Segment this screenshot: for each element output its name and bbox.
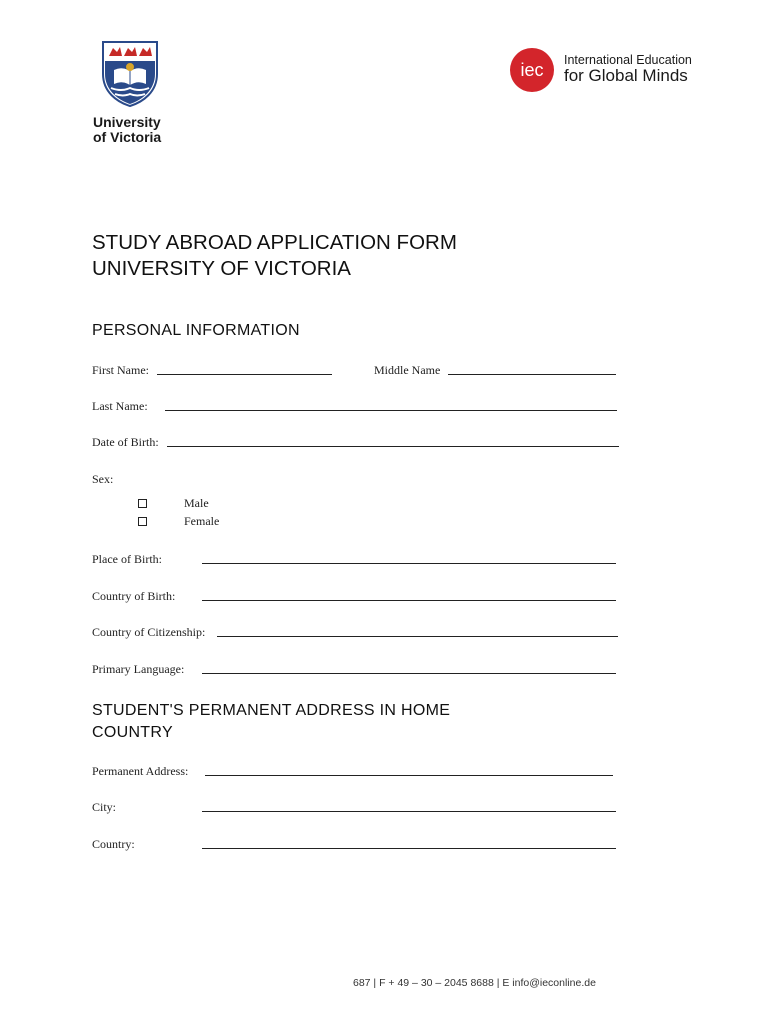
first-name-row [92, 362, 622, 378]
first-name-field[interactable] [157, 374, 332, 375]
citizenship-field[interactable] [217, 636, 618, 637]
permanent-address-row [92, 763, 622, 779]
iec-tagline-line1: International Education [564, 53, 692, 67]
last-name-field[interactable] [165, 410, 617, 411]
citizenship-label: Country of Citizenship: [92, 625, 206, 639]
dob-row [92, 434, 622, 450]
place-of-birth-row [92, 551, 622, 567]
last-name-row [92, 398, 622, 414]
primary-language-field[interactable] [202, 673, 616, 674]
title-line1: STUDY ABROAD APPLICATION FORM [92, 231, 457, 254]
iec-tagline-line2: for Global Minds [564, 66, 688, 85]
country-label: Country: [92, 837, 135, 851]
section-heading-address [92, 700, 450, 744]
place-of-birth-field[interactable] [202, 563, 616, 564]
uvic-name-line1: University [93, 114, 161, 130]
sex-row [92, 471, 192, 487]
address-heading-line1: STUDENT'S PERMANENT ADDRESS IN HOME [92, 702, 451, 719]
dob-field[interactable] [167, 446, 619, 447]
dob-label: Date of Birth: [92, 435, 159, 449]
middle-name-label: Middle Name [374, 363, 441, 377]
section-heading-personal: PERSONAL INFORMATION [92, 322, 300, 339]
middle-name-field[interactable] [448, 374, 616, 375]
permanent-address-field[interactable] [205, 775, 613, 776]
permanent-address-label: Permanent Address: [92, 764, 189, 778]
male-option-label: Male [184, 496, 209, 510]
primary-language-row [92, 661, 622, 677]
primary-language-label: Primary Language: [92, 662, 185, 676]
city-label: City: [92, 800, 117, 814]
uvic-crest-logo [101, 40, 159, 108]
sex-label: Sex: [92, 472, 114, 486]
citizenship-row [92, 624, 622, 640]
country-field[interactable] [202, 848, 616, 849]
female-option-label: Female [184, 514, 220, 528]
footer-contact: 687 | F + 49 – 30 – 2045 8688 | E info@ieconline.de [353, 977, 596, 989]
female-checkbox[interactable] [138, 517, 147, 526]
iec-logo-mark: iec [510, 48, 554, 92]
place-of-birth-label: Place of Birth: [92, 552, 162, 566]
country-of-birth-label: Country of Birth: [92, 589, 176, 603]
last-name-label: Last Name: [92, 399, 148, 413]
address-heading-line2: COUNTRY [92, 724, 173, 741]
city-field[interactable] [202, 811, 616, 812]
country-of-birth-field[interactable] [202, 600, 616, 601]
uvic-name-line2: of Victoria [93, 129, 162, 145]
first-name-label: First Name: [92, 363, 149, 377]
uvic-wordmark [93, 115, 213, 145]
page-title [92, 230, 457, 282]
male-checkbox[interactable] [138, 499, 147, 508]
country-of-birth-row [92, 588, 622, 604]
city-row [92, 799, 622, 815]
country-row [92, 836, 622, 852]
title-line2: UNIVERSITY OF VICTORIA [92, 257, 351, 280]
